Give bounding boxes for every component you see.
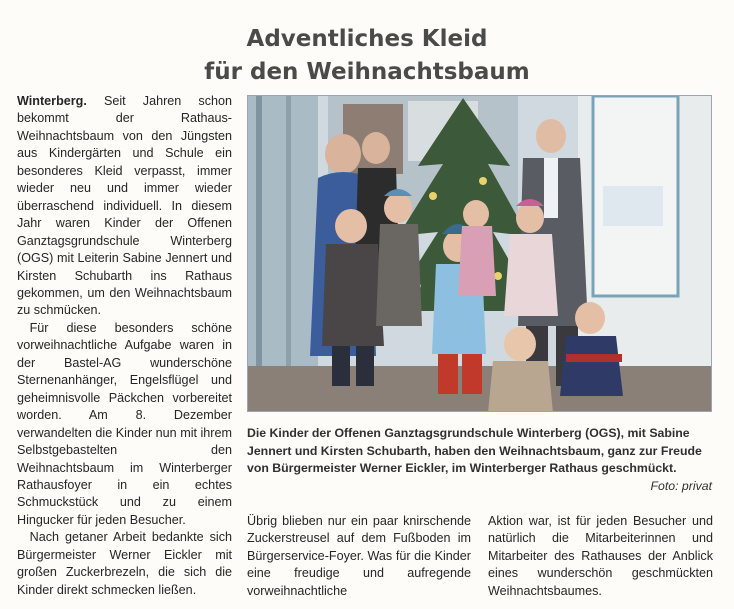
headline (0, 23, 734, 89)
paragraph-1-text: Seit Jahren schon bekommt der Rathaus-Weihnachtsbaum von den Jüngsten aus Kindergärten und Schule ein besonderes Kleid verpasst, immer wieder neu und immer wieder überraschend individuell. In diesem Jahr waren Kinder der Offenen Ganztagsgrundschule Winterberg (OGS) mit Leiterin Sabine Jennert und Kirsten Schubarth ins Rathaus gekommen, um den Weihnachtsbaum zu schmücken. (17, 94, 232, 318)
column-middle-text: Übrig blieben nur ein paar knirschende Zuckerstreusel auf dem Fußboden im Bürgerservice-Foyer. Was für die Kinder eine freudige und aufregende vorweihnachtliche (247, 514, 471, 598)
article-column-left (17, 93, 232, 599)
article-photo (247, 95, 712, 412)
photo-caption: Die Kinder der Offenen Ganztagsgrundschule Winterberg (OGS), mit Sabine Jennert und Kirsten Schubarth, haben den Weihnachtsbaum, ganz zur Freude von Bürgermeister Werner Eickler, im Winterberger Rathaus geschmückt. (247, 426, 702, 475)
article-column-middle (247, 513, 471, 600)
dateline: Winterberg. (17, 94, 87, 108)
headline-line-2: für den Weihnachtsbaum (204, 59, 530, 86)
paragraph-1 (17, 93, 232, 320)
article-column-right (488, 513, 713, 600)
photo-credit: Foto: privat (650, 479, 712, 493)
headline-line-1: Adventliches Kleid (246, 26, 488, 53)
column-right-text: Aktion war, ist für jeden Besucher und natürlich die Mitarbeiterinnen und Mitarbeiter des Rathauses der Anblick eines wunderschön geschmückten Weihnachtsbaumes. (488, 514, 713, 598)
photo-illustration (248, 96, 712, 412)
paragraph-3: Nach getaner Arbeit bedankte sich Bürgermeister Werner Eickler mit großen Zuckerbrezeln, die sich die Kinder direkt schmecken ließen. (17, 530, 232, 597)
paragraph-2: Für diese besonders schöne vorweihnachtliche Aufgabe waren in der Bastel-AG wunderschöne Sternenanhänger, Engelsflügel und geheimnisvolle Päckchen vorbereitet worden. Am 8. Dezember verwandelten die Kinder nun mit ihrem Selbstgebastelten den Weihnachtsbaum im Winterberger Rathausfoyer in ein echtes Schmuckstück und zu einem Hingucker für jeden Besucher. (17, 320, 232, 527)
